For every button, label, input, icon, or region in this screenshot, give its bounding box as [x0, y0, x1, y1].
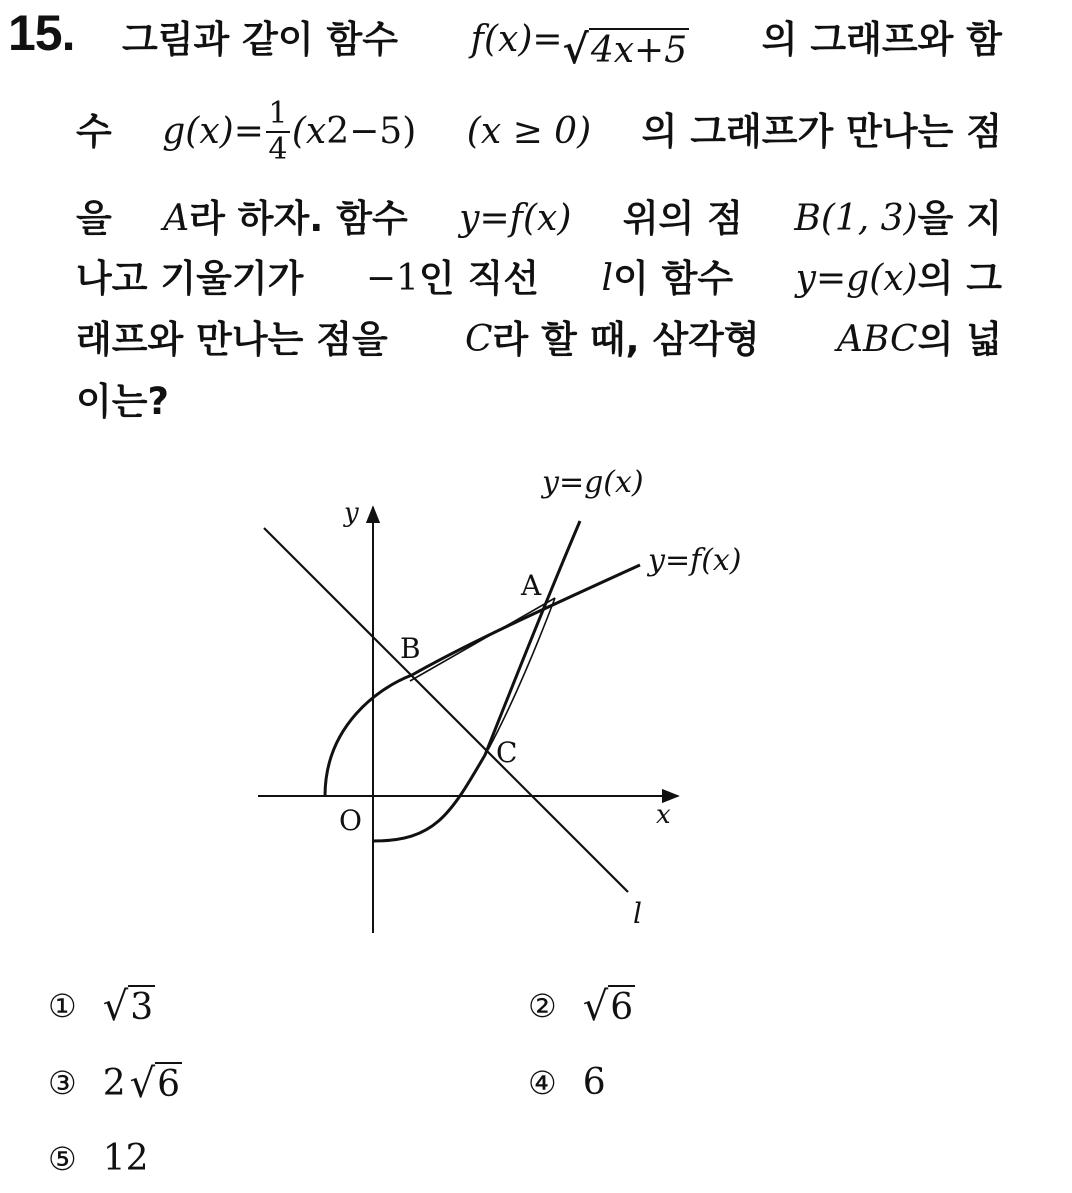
- label-line-l: l: [633, 897, 642, 930]
- label-point-a: A: [521, 569, 542, 602]
- radical-sign: √: [129, 1060, 156, 1107]
- triangle-phrase: [837, 310, 1002, 370]
- radical-sign: √: [582, 983, 609, 1030]
- text-segment: 래프와 만나는 점을: [76, 318, 388, 361]
- choice-number: ②: [528, 986, 557, 1025]
- text-segment: 라 할 때, 삼각형: [492, 318, 760, 361]
- triangle-side-ab: [410, 598, 555, 681]
- question-line-6: [76, 372, 1002, 432]
- radicand: 4x+5: [590, 30, 688, 72]
- line-l: [264, 528, 628, 892]
- choice-value: [102, 983, 155, 1030]
- question-line-5: [76, 310, 1002, 370]
- slope-value: −1: [365, 258, 419, 299]
- g-expression-tail: −5): [349, 111, 417, 152]
- choice-5[interactable]: [48, 1138, 149, 1179]
- label-origin: O: [339, 804, 362, 837]
- question-line-4: [76, 249, 1002, 309]
- choice-number: ④: [528, 1063, 557, 1102]
- question-line-3: [76, 189, 1002, 249]
- label-x-axis: x: [656, 800, 671, 830]
- coefficient: 2: [102, 1062, 126, 1104]
- choice-value: 6: [582, 1062, 606, 1103]
- choice-number: ⑤: [48, 1139, 77, 1178]
- domain-condition: (x ≥ 0): [466, 111, 592, 152]
- exponent: 2: [326, 111, 350, 152]
- g-of-x: g(x)=: [162, 111, 264, 152]
- question-line-2: [76, 97, 1002, 167]
- axes: [258, 507, 678, 933]
- y-equals-f-x: y=f(x): [459, 198, 572, 239]
- numerator: 1: [268, 96, 288, 131]
- y-equals-g-x: y=g(x): [795, 258, 918, 299]
- text-segment: 의 그래프와 함: [761, 18, 1002, 61]
- choice-number: ③: [48, 1063, 77, 1102]
- point-b-phrase: [794, 189, 1002, 249]
- choice-4[interactable]: [528, 1062, 606, 1103]
- fraction-one-quarter: [266, 97, 290, 167]
- choice-value: 12: [102, 1138, 149, 1179]
- text-segment: 을: [76, 197, 112, 240]
- radical-sign: √: [102, 983, 129, 1030]
- text-segment: 그림과 같이 함수: [122, 18, 398, 61]
- text-segment: 나고 기울기가: [76, 257, 304, 300]
- text-segment: 이 함수: [613, 257, 734, 300]
- choice-1[interactable]: [48, 983, 155, 1030]
- function-graph-figure: [240, 455, 800, 945]
- line-l-phrase: [602, 249, 734, 309]
- denominator: 4: [268, 132, 288, 167]
- f-of-x: f(x)=: [470, 19, 563, 60]
- radicand: 6: [610, 987, 634, 1028]
- text-segment: 수: [76, 110, 112, 153]
- g-graph-phrase: [796, 249, 1002, 309]
- function-f-definition: [470, 10, 689, 73]
- text-segment: 의 넓: [917, 318, 1002, 361]
- choice-number: ①: [48, 986, 77, 1025]
- text-segment: 이는?: [76, 380, 169, 423]
- label-y-equals-f-x: y=f(x): [648, 543, 742, 578]
- point-b-symbol: B(1, 3): [794, 198, 918, 239]
- g-expression: (x: [291, 111, 327, 152]
- choice-3[interactable]: [48, 1060, 182, 1107]
- function-g-definition: [162, 97, 416, 167]
- choice-2[interactable]: [528, 983, 635, 1030]
- question-line-1: [122, 10, 1002, 73]
- line-l-symbol: l: [601, 258, 614, 299]
- radical-sign: √: [562, 26, 589, 73]
- text-segment: 라 하자. 함수: [189, 197, 408, 240]
- label-point-b: B: [400, 632, 421, 665]
- choice-value: [102, 1060, 182, 1107]
- text-segment: 을 지: [917, 197, 1002, 240]
- text-segment: 인 직선: [418, 257, 540, 300]
- slope-phrase: [366, 249, 539, 309]
- point-c-symbol: C: [464, 319, 493, 360]
- label-y-axis: y: [344, 498, 359, 528]
- point-a-symbol: A: [163, 198, 190, 239]
- radicand: 6: [157, 1064, 180, 1105]
- label-y-equals-g-x: y=g(x): [542, 465, 644, 500]
- text-segment: 의 그래프가 만나는 점: [641, 110, 1002, 153]
- triangle-abc-symbol: ABC: [836, 319, 918, 360]
- sqrt-expression: [129, 1060, 182, 1107]
- radicand: 3: [130, 987, 154, 1028]
- choice-value: [582, 983, 635, 1030]
- text-segment: 위의 점: [622, 197, 743, 240]
- text-segment: 의 그: [917, 257, 1002, 300]
- point-a-phrase: [163, 189, 408, 249]
- sqrt-expression: [562, 26, 690, 73]
- point-c-phrase: [465, 310, 760, 370]
- label-point-c: C: [496, 736, 518, 769]
- curve-g: [373, 521, 580, 841]
- question-number: 15.: [8, 5, 75, 61]
